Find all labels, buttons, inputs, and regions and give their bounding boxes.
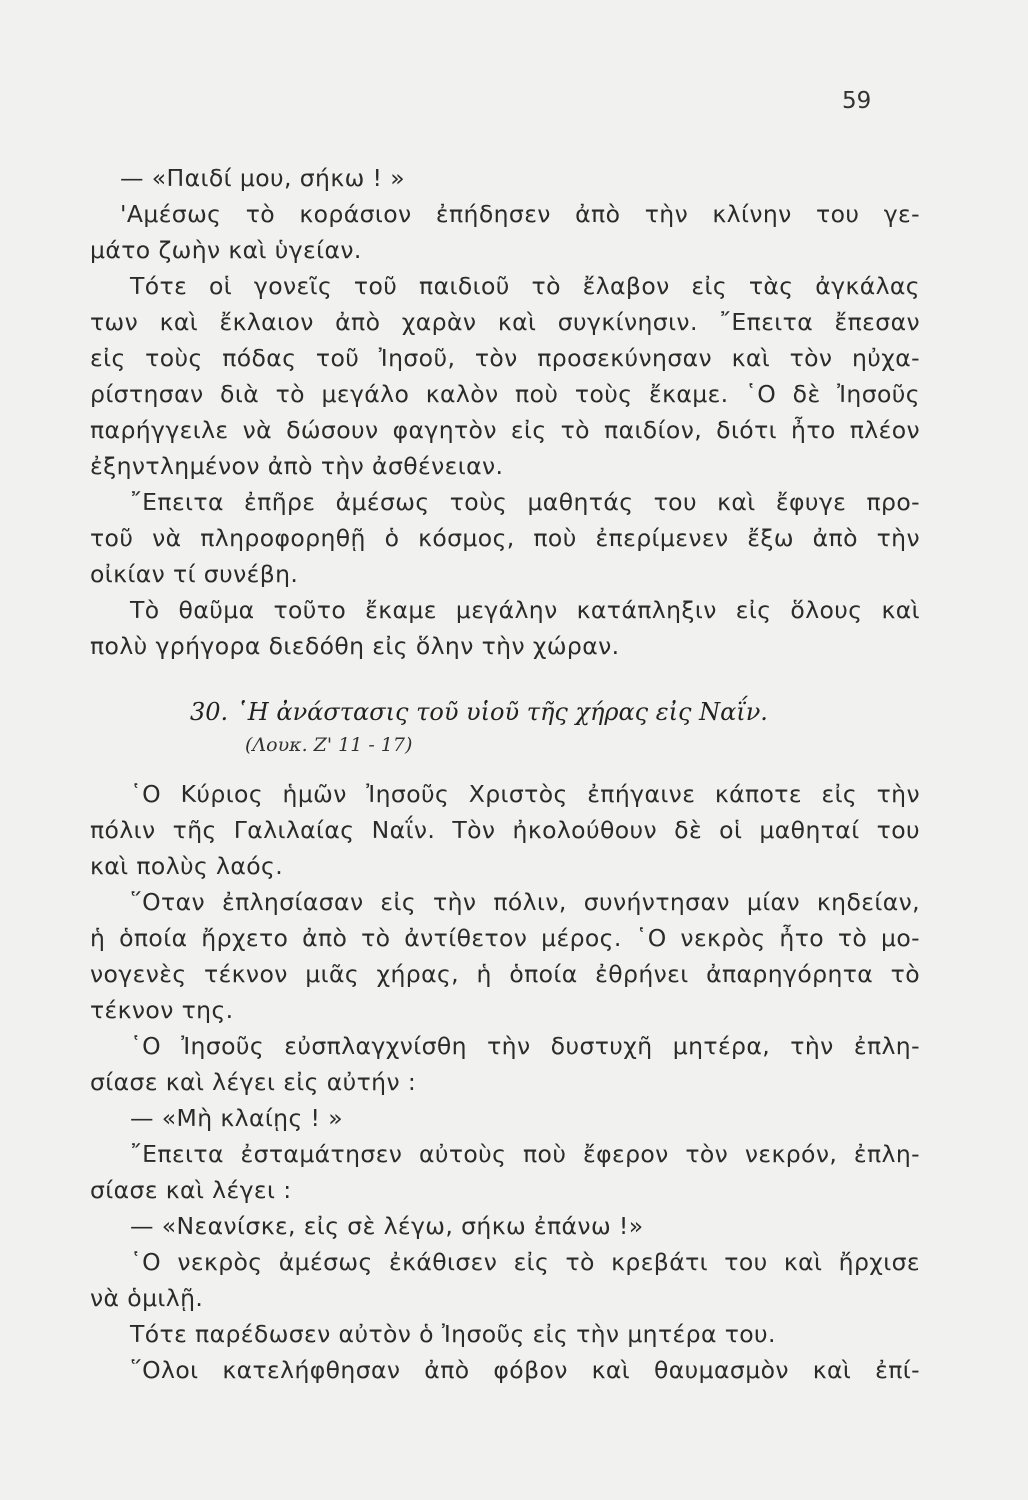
text-line: πόλιν τῆς Γαλιλαίας Ναΐν. Τὸν ἠκολούθουν δὲ οἱ μαθηταί του: [90, 816, 920, 844]
paragraph: [90, 776, 920, 884]
text-line: νογενὲς τέκνον μιᾶς χήρας, ἡ ὁποία ἐθρήνει ἀπαρηγόρητα τὸ: [90, 960, 920, 988]
paragraph: [90, 1100, 920, 1136]
text-line: νὰ ὁμιλῇ.: [90, 1284, 204, 1312]
text-line: — «Νεανίσκε, εἰς σὲ λέγω, σήκω ἐπάνω !»: [130, 1212, 644, 1240]
text-line: ῾Ο Κύριος ἡμῶν Ἰησοῦς Χριστὸς ἐπήγαινε κάποτε εἰς τὴν: [130, 780, 920, 808]
text-line: τοῦ νὰ πληροφορηθῇ ὁ κόσμος, ποὺ ἐπερίμενεν ἔξω ἀπὸ τὴν: [90, 524, 920, 552]
text-line: ῎Επειτα ἐσταμάτησεν αὐτοὺς ποὺ ἔφερον τὸν νεκρόν, ἐπλη-: [130, 1140, 920, 1168]
text-line: παρήγγειλε νὰ δώσουν φαγητὸν εἰς τὸ παιδίον, διότι ἦτο πλέον: [90, 416, 920, 444]
text-line: — «Παιδί μου, σήκω ! »: [120, 164, 405, 192]
paragraph: [90, 1208, 920, 1244]
text-line: καὶ πολὺς λαός.: [90, 852, 284, 880]
paragraph: [90, 1028, 920, 1100]
page-text: [90, 160, 920, 1388]
text-line: ῾Ο νεκρὸς ἀμέσως ἐκάθισεν εἰς τὸ κρεβάτι του καὶ ἤρχισε: [130, 1248, 920, 1276]
page-number: 59: [842, 88, 872, 114]
text-line: ἡ ὁποία ἤρχετο ἀπὸ τὸ ἀντίθετον μέρος. ῾Ο νεκρὸς ἦτο τὸ μο-: [90, 924, 920, 952]
text-line: Τὸ θαῦμα τοῦτο ἔκαμε μεγάλην κατάπληξιν εἰς ὅλους καὶ: [130, 596, 920, 624]
text-line: πολὺ γρήγορα διεδόθη εἰς ὅλην τὴν χώραν.: [90, 632, 620, 660]
paragraph: [90, 484, 920, 592]
text-line: ῎Επειτα ἐπῆρε ἀμέσως τοὺς μαθητάς του καὶ ἔφυγε προ-: [130, 488, 920, 516]
section-reference: (Λουκ. Ζ' 11 - 17): [245, 734, 413, 756]
paragraph: [90, 1352, 920, 1388]
text-line: σίασε καὶ λέγει εἰς αὐτήν :: [90, 1068, 417, 1096]
text-line: μάτο ζωὴν καὶ ὑγείαν.: [90, 236, 362, 264]
text-line: ρίστησαν διὰ τὸ μεγάλο καλὸν ποὺ τοὺς ἔκαμε. ῾Ο δὲ Ἰησοῦς: [90, 380, 920, 408]
text-line: 'Αμέσως τὸ κοράσιον ἐπήδησεν ἀπὸ τὴν κλίνην του γε-: [120, 200, 920, 228]
text-line: Τότε οἱ γονεῖς τοῦ παιδιοῦ τὸ ἔλαβον εἰς τὰς ἀγκάλας: [130, 272, 920, 300]
paragraph: [90, 1244, 920, 1316]
paragraph: [90, 1136, 920, 1208]
text-line: τέκνον της.: [90, 996, 234, 1024]
paragraph: [90, 160, 920, 196]
text-line: ῞Οταν ἐπλησίασαν εἰς τὴν πόλιν, συνήντησαν μίαν κηδείαν,: [130, 888, 920, 916]
text-line: ῞Ολοι κατελήφθησαν ἀπὸ φόβον καὶ θαυμασμὸν καὶ ἐπί-: [130, 1356, 920, 1384]
paragraph: [90, 268, 920, 484]
text-line: εἰς τοὺς πόδας τοῦ Ἰησοῦ, τὸν προσεκύνησαν καὶ τὸν ηὐχα-: [90, 344, 920, 372]
paragraph: [90, 196, 920, 268]
section-title: 30. ῾Η ἀνάστασις τοῦ υἱοῦ τῆς χήρας εἰς Ναΐν.: [190, 698, 768, 726]
text-line: ἐξηντλημένον ἀπὸ τὴν ἀσθένειαν.: [90, 452, 504, 480]
paragraph: [90, 592, 920, 664]
text-line: σίασε καὶ λέγει :: [90, 1176, 292, 1204]
text-line: Τότε παρέδωσεν αὐτὸν ὁ Ἰησοῦς εἰς τὴν μητέρα του.: [130, 1320, 776, 1348]
section-heading-block: [90, 694, 920, 760]
text-line: — «Μὴ κλαίῃς ! »: [130, 1104, 344, 1132]
text-line: ῾Ο Ἰησοῦς εὐσπλαγχνίσθη τὴν δυστυχῆ μητέρα, τὴν ἐπλη-: [130, 1032, 920, 1060]
paragraph: [90, 1316, 920, 1352]
text-line: των καὶ ἔκλαιον ἀπὸ χαρὰν καὶ συγκίνησιν. ῎Επειτα ἔπεσαν: [90, 308, 920, 336]
text-line: οἰκίαν τί συνέβη.: [90, 560, 299, 588]
paragraph: [90, 884, 920, 1028]
